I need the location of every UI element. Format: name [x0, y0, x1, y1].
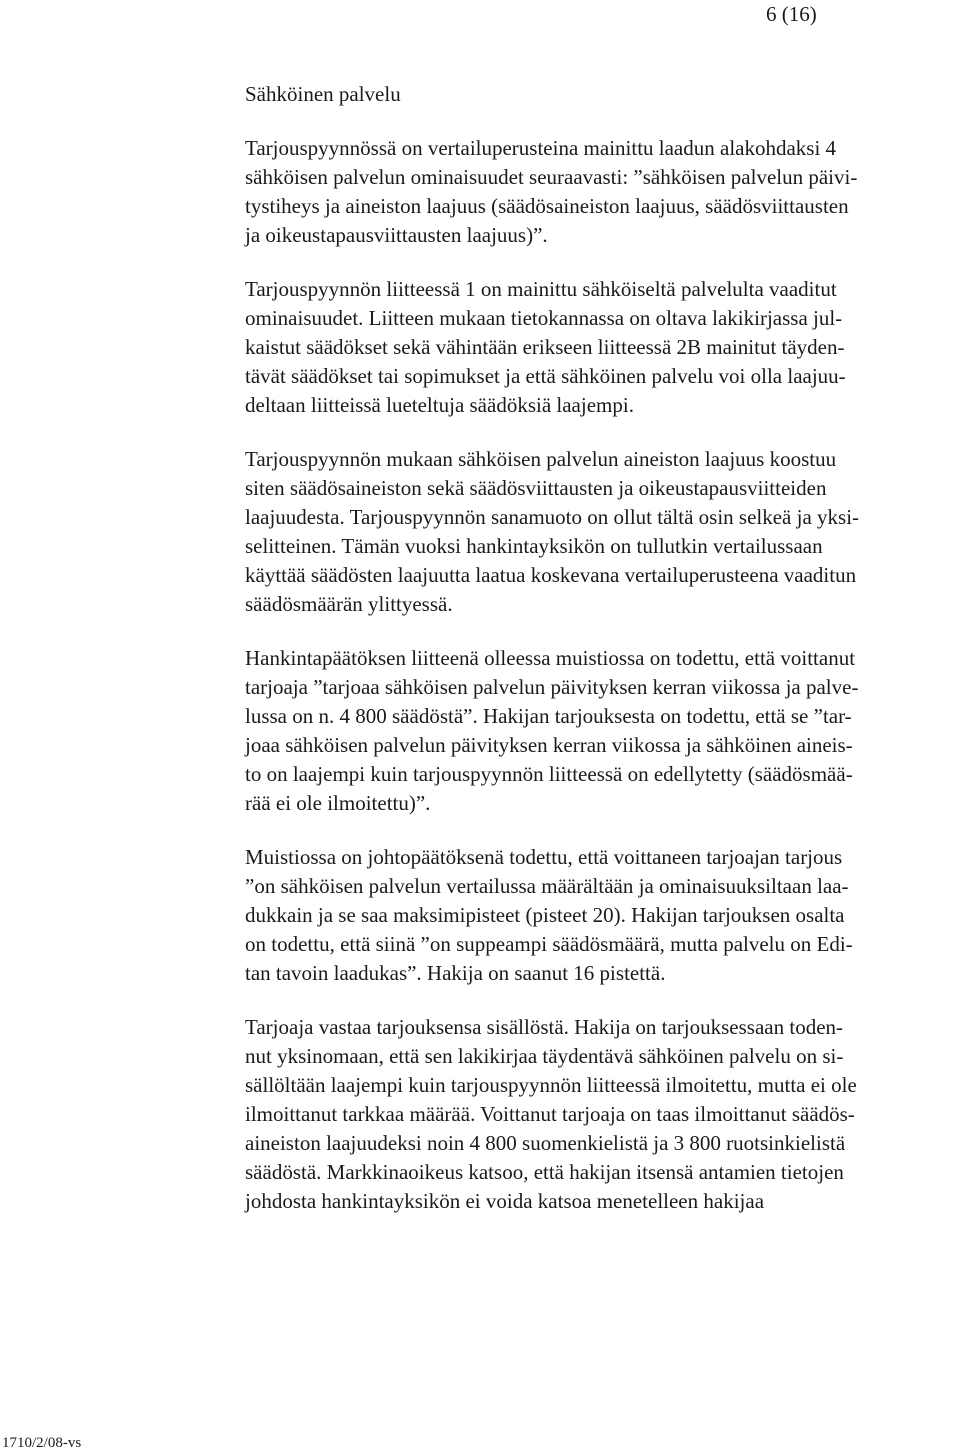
text-line: rää ei ole ilmoitettu)”.	[245, 791, 431, 815]
text-line: käyttää säädösten laajuutta laatua koskevana vertailuperusteena vaaditun	[245, 563, 857, 587]
text-line: Tarjouspyynnön liitteessä 1 on mainittu sähköiseltä palvelulta vaaditut	[245, 277, 837, 301]
text-line: säädöstä. Markkinaoikeus katsoo, että hakijan itsensä antamien tietojen	[245, 1160, 844, 1184]
text-line: joaa sähköisen palvelun päivityksen kerran viikossa ja sähköinen aineis-	[245, 733, 853, 757]
text-line: sällöltään laajempi kuin tarjouspyynnön liitteessä ilmoitettu, mutta ei ole	[245, 1073, 857, 1097]
text-line: Tarjoaja vastaa tarjouksensa sisällöstä. Hakija on tarjouksessaan toden-	[245, 1015, 844, 1039]
paragraph-3	[245, 445, 957, 619]
text-line: säädösmäärän ylittyessä.	[245, 592, 453, 616]
text-line: kaistut säädökset sekä vähintään erikseen liitteessä 2B mainitut täyden-	[245, 335, 845, 359]
text-line: tarjoaja ”tarjoaa sähköisen palvelun päivityksen kerran viikossa ja palve-	[245, 675, 859, 699]
text-line: aineiston laajuudeksi noin 4 800 suomenkielistä ja 3 800 ruotsinkielistä	[245, 1131, 846, 1155]
text-line: Tarjouspyynnön mukaan sähköisen palvelun aineiston laajuus koostuu	[245, 447, 837, 471]
text-line: tävät säädökset tai sopimukset ja että sähköinen palvelu voi olla laajuu-	[245, 364, 846, 388]
text-line: to on laajempi kuin tarjouspyynnön liitteessä on edellytetty (säädösmää-	[245, 762, 853, 786]
document-code: 1710/2/08-vs	[2, 1435, 82, 1451]
text-line: lussa on n. 4 800 säädöstä”. Hakijan tarjouksesta on todettu, että se ”tar-	[245, 704, 852, 728]
text-line: nut yksinomaan, että sen lakikirjaa täydentävä sähköinen palvelu on si-	[245, 1044, 844, 1068]
text-line: tan tavoin laadukas”. Hakija on saanut 16 pistettä.	[245, 961, 666, 985]
paragraph-1	[245, 134, 957, 250]
text-line: ilmoittanut tarkkaa määrää. Voittanut tarjoaja on taas ilmoittanut säädös-	[245, 1102, 855, 1126]
page-number: 6 (16)	[766, 2, 817, 26]
text-line: deltaan liitteissä lueteltuja säädöksiä laajempi.	[245, 393, 634, 417]
text-line: sähköisen palvelun ominaisuudet seuraavasti: ”sähköisen palvelun päivi-	[245, 165, 858, 189]
text-line: laajuudesta. Tarjouspyynnön sanamuoto on ollut tältä osin selkeä ja yksi-	[245, 505, 860, 529]
text-line: siten säädösaineiston sekä säädösviittausten ja oikeustapausviitteiden	[245, 476, 827, 500]
paragraph-5	[245, 843, 957, 988]
text-line: johdosta hankintayksikön ei voida katsoa menetelleen hakijaa	[245, 1189, 765, 1213]
text-line: selitteinen. Tämän vuoksi hankintayksikön on tullutkin vertailussaan	[245, 534, 823, 558]
section-heading: Sähköinen palvelu	[245, 82, 401, 106]
paragraph-4	[245, 644, 957, 818]
paragraph-2	[245, 275, 957, 420]
text-line: Tarjouspyynnössä on vertailuperusteina mainittu laadun alakohdaksi 4	[245, 136, 837, 160]
text-line: Hankintapäätöksen liitteenä olleessa muistiossa on todettu, että voittanut	[245, 646, 856, 670]
text-line: dukkain ja se saa maksimipisteet (pisteet 20). Hakijan tarjouksen osalta	[245, 903, 845, 927]
text-line: ja oikeustapausviittausten laajuus)”.	[245, 223, 548, 247]
paragraph-6	[245, 1013, 957, 1216]
text-line: tystiheys ja aineiston laajuus (säädösaineiston laajuus, säädösviittausten	[245, 194, 849, 218]
document-body	[245, 80, 957, 1241]
text-line: Muistiossa on johtopäätöksenä todettu, että voittaneen tarjoajan tarjous	[245, 845, 843, 869]
text-line: ominaisuudet. Liitteen mukaan tietokannassa on oltava lakikirjassa jul-	[245, 306, 843, 330]
text-line: on todettu, että siinä ”on suppeampi säädösmäärä, mutta palvelu on Edi-	[245, 932, 853, 956]
text-line: ”on sähköisen palvelun vertailussa määrältään ja ominaisuuksiltaan laa-	[245, 874, 849, 898]
